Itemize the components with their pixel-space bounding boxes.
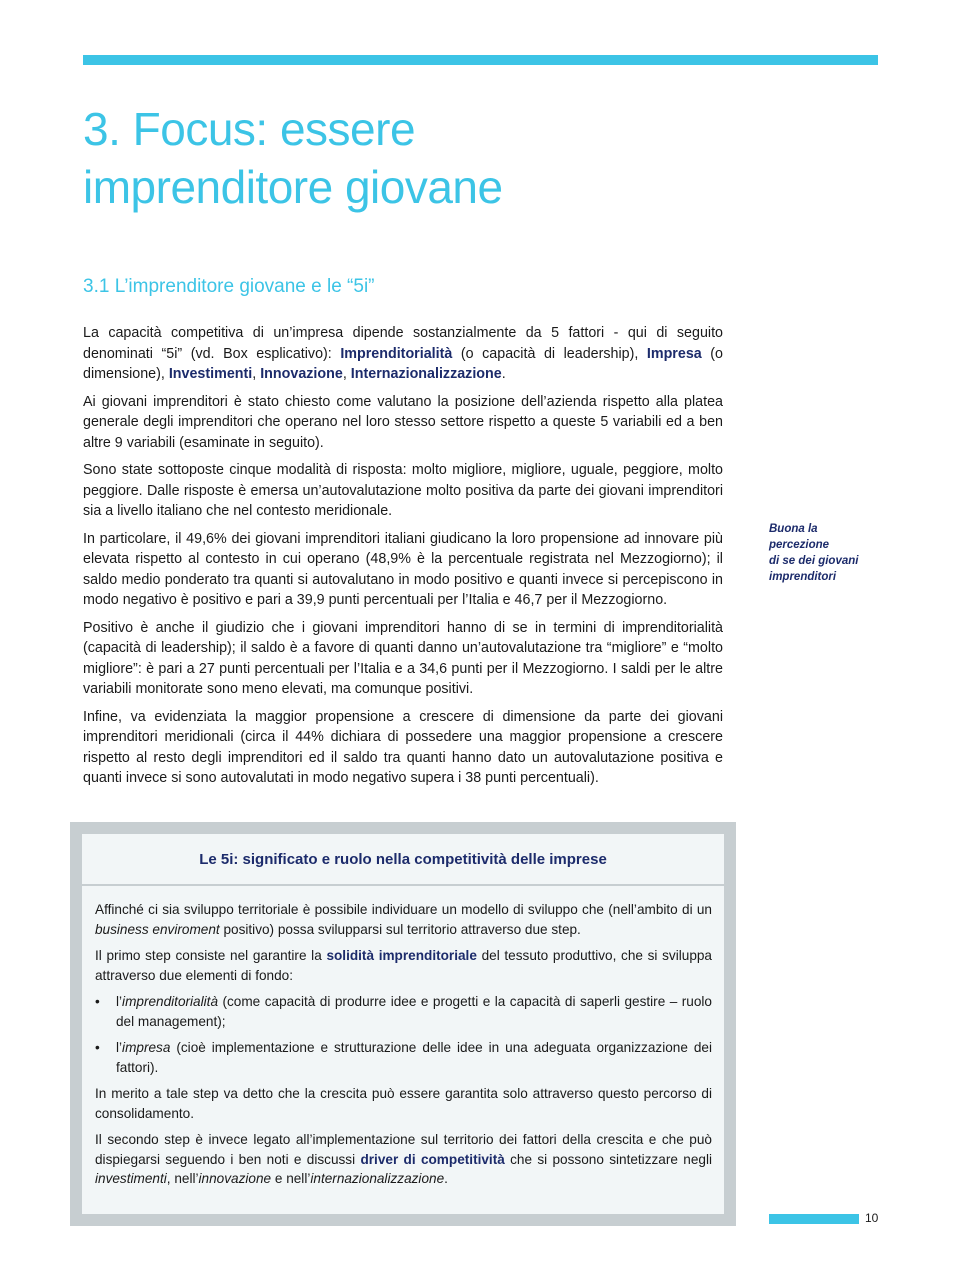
box-text: . [444,1171,448,1186]
box-bullet-list [95,992,712,1077]
top-accent-bar [83,55,878,65]
chapter-title [83,100,783,216]
box-text: l’ [116,1040,123,1055]
box-text: e nell’ [271,1171,311,1186]
box-text: Il secondo step è invece legato all’implementazione sul territorio dei fattori della crescita e che può dispiegarsi seguendo i ben noti e discussi [95,1132,712,1167]
bullet-icon: • [95,994,100,1009]
term-impresa: Impresa [646,345,702,362]
page-number: 10 [865,1211,879,1225]
box-term-innovazione: innovazione [198,1171,272,1186]
explanatory-box-inner [82,834,724,1214]
box-bullet-item [95,1038,712,1077]
box-text: del tessuto produttivo, che si sviluppa attraverso due elementi di fondo: [95,948,712,983]
box-body [95,900,712,1196]
p1-text: , [252,366,261,382]
section-title: 3.1 L’imprenditore giovane e le “5i” [83,276,375,297]
box-text: , nell’ [166,1171,199,1186]
box-term-business-enviroment: business enviroment [95,921,220,937]
box-text: positivo) possa svilupparsi sul territorio attraverso due step. [219,921,581,937]
box-term-imprenditorialita: imprenditorialità [122,994,218,1009]
box-text: (come capacità di produrre idee e progetti e la capacità di saperli gestire – ruolo del management); [116,994,712,1029]
box-bullet-item [95,992,712,1031]
paragraph-6: Infine, va evidenziata la maggior propensione a crescere di dimensione da parte dei giovani imprenditori meridionali (circa il 44% dichiara di possedere una maggior propensione a crescere rispetto al resto degli imprenditori ed il saldo tra quanti hanno dato un autovalutazione positiva e quanti invece si sono autovalutati in modo negativo supera i 38 punti percentuali). [83,708,723,786]
chapter-title-line2: imprenditore giovane [83,161,503,213]
paragraph-1 [83,323,723,385]
box-text: Il primo step consiste nel garantire la [95,948,327,963]
paragraph-3: Sono state sottoposte cinque modalità di risposta: molto migliore, migliore, uguale, peggiore, molto peggiore. Dalle risposte è emersa un’autovalutazione molto positiva da parte dei giovani imprenditori sia a livello italiano che nel contesto meridionale. [83,462,723,519]
margin-note-line: di se dei giovani [769,555,859,567]
paragraph-4: In particolare, il 49,6% dei giovani imprenditori italiani giudicano la loro propensione ad innovare più elevata rispetto al contesto in cui operano (48,9% è la percentuale registrata nel Mezzogiorno); il saldo medio ponderato tra quanti si autovalutano in modo positivo e quanti invece si percepiscono in modo negativo è positivo e pari a 39,9 punti percentuali per l’Italia e 46,7 per il Mezzogiorno. [83,530,723,608]
box-term-driver: driver di competitività [360,1151,505,1167]
chapter-title-line1: 3. Focus: essere [83,103,416,155]
box-title: Le 5i: significato e ruolo nella competitività delle imprese [82,834,724,886]
box-paragraph-3: In merito a tale step va detto che la crescita può essere garantita solo attraverso questo percorso di consolidamento. [95,1086,712,1121]
term-internazionalizzazione: Internazionalizzazione [350,366,502,382]
p1-text: . [501,366,506,382]
box-term-investimenti: investimenti [95,1171,167,1186]
box-term-impresa: impresa [122,1040,171,1055]
box-paragraph-2 [95,946,712,985]
body-text [83,323,723,796]
term-imprenditorialita: Imprenditorialità [340,345,453,362]
margin-note-line: imprenditori [769,571,837,583]
box-paragraph-4 [95,1130,712,1189]
term-innovazione: Innovazione [260,366,343,382]
p1-text: (o capacità di leadership), [452,345,647,362]
bullet-icon: • [95,1040,100,1055]
p1-text: (o dimensione), [83,345,723,382]
margin-note [769,521,879,585]
box-text: (cioè implementazione e strutturazione delle idee in una adeguata organizzazione dei fattori). [116,1040,712,1075]
p1-text: , [342,366,351,382]
box-text: che si possono sintetizzare negli [504,1151,712,1167]
paragraph-5: Positivo è anche il giudizio che i giovani imprenditori hanno di se in termini di imprenditorialità (capacità di leadership); il saldo è a favore di quanti danno un’autovalutazione tra “migliore” e “molto migliore”: è pari a 27 punti percentuali per l’Italia e a 34,6 punti per il Mezzogiorno. I saldi per le altre variabili monitorate sono meno elevati, ma comunque positivi. [83,619,723,697]
box-text: Affinché ci sia sviluppo territoriale è possibile individuare un modello di sviluppo che (nell’ambito di un [95,902,712,917]
term-investimenti: Investimenti [168,366,253,382]
margin-note-line: percezione [769,539,830,551]
page-accent-bar [769,1214,859,1224]
box-paragraph-1 [95,900,712,939]
paragraph-2: Ai giovani imprenditori è stato chiesto come valutano la posizione dell’azienda rispetto alla platea generale degli imprenditori che operano nel loro stesso settore rispetto a queste 5 variabili ed a ben altre 9 variabili (esaminate in seguito). [83,393,723,451]
explanatory-box [70,822,736,1226]
margin-note-line: Buona la [769,523,818,535]
box-text: l’ [116,994,123,1009]
p1-intro: La capacità competitiva di un’impresa dipende sostanzialmente da 5 fattori - qui di seguito denominati “5i” (vd. Box esplicativo): [83,325,723,362]
box-term-internazionalizzazione: internazionalizzazione [310,1171,445,1186]
box-term-solidita: solidità imprenditoriale [326,948,477,963]
